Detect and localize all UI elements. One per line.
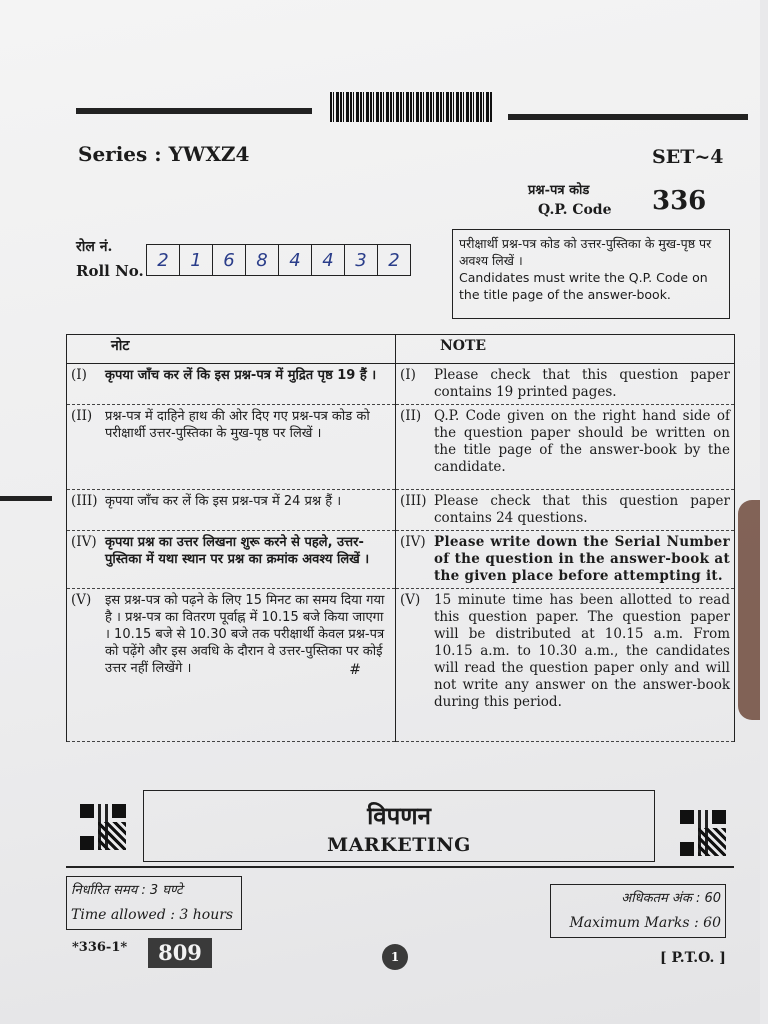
qp-code-value: 336	[652, 186, 707, 216]
note-number: (V)	[71, 592, 92, 608]
note-number: (I)	[400, 367, 416, 383]
note-row	[67, 405, 735, 490]
top-rule-right	[508, 114, 748, 120]
note-row	[67, 589, 735, 742]
note-english: Please write down the Serial Number of the question in the answer-book at the given place before attempting it.	[434, 534, 730, 584]
candidate-instruction-box	[452, 229, 730, 319]
subject-english: MARKETING	[327, 834, 471, 856]
note-english: Q.P. Code given on the right hand side of the question paper should be written on the title page of the answer-book by the candidate.	[434, 408, 730, 475]
set-label: SET~4	[652, 146, 724, 168]
qr-code-right	[680, 810, 726, 856]
subject-rule	[66, 866, 734, 868]
time-allowed-english: Time allowed : 3 hours	[71, 907, 234, 923]
maximum-marks-english: Maximum Marks : 60	[569, 915, 721, 931]
roll-digit: 2	[147, 245, 180, 275]
note-number: (IV)	[71, 534, 97, 550]
note-number: (II)	[400, 408, 422, 424]
note-row	[67, 364, 735, 405]
roll-digit: 6	[213, 245, 246, 275]
note-number: (III)	[400, 493, 427, 509]
roll-label-hindi: रोल नं.	[76, 239, 113, 255]
series-label: Series : YWXZ4	[78, 142, 250, 166]
roll-digit: 8	[246, 245, 279, 275]
pto-label: [ P.T.O. ]	[660, 950, 726, 966]
time-allowed-box	[66, 876, 242, 930]
qp-code-label: Q.P. Code	[538, 202, 612, 218]
note-hindi-text: इस प्रश्न-पत्र को पढ़ने के लिए 15 मिनट का समय दिया गया है । प्रश्न-पत्र का वितरण पूर्वाह्न में 10.15 बजे किया जाएगा । 10.15 बजे से 10.30 बजे तक परीक्षार्थी केवल प्रश्न-पत्र को पढ़ेंगे और इस अवधि के दौरान वे उत्तर-पुस्तिका पर कोई उत्तर नहीं लिखेंगे ।	[105, 593, 385, 676]
note-english: Please check that this question paper contains 19 printed pages.	[434, 367, 730, 400]
subject-box	[143, 790, 655, 862]
finger-shadow	[738, 500, 760, 720]
page-number: 1	[382, 944, 408, 970]
roll-digit: 4	[312, 245, 345, 275]
note-number: (I)	[71, 367, 87, 383]
notes-head-hindi: नोट	[67, 335, 396, 364]
note-number: (IV)	[400, 534, 426, 550]
notes-head-english: NOTE	[396, 335, 735, 364]
note-hindi: प्रश्न-पत्र में दाहिने हाथ की ओर दिए गए प्रश्न-पत्र कोड को परीक्षार्थी उत्तर-पुस्तिका के मुख-पृष्ठ पर लिखें ।	[105, 409, 370, 441]
note-number: (V)	[400, 592, 421, 608]
roll-label: Roll No.	[76, 262, 144, 280]
candidate-instruction-english: Candidates must write the Q.P. Code on the title page of the answer-book.	[459, 270, 708, 302]
roll-digit: 3	[345, 245, 378, 275]
note-english: 15 minute time has been allotted to read this question paper. The question paper will be distributed at 10.15 a.m. From 10.15 a.m. to 10.30 a.m., the candidates will read the question paper only and will not write any answer on the answer-book during this period.	[434, 592, 730, 710]
maximum-marks-box	[550, 884, 726, 938]
top-rule-left	[76, 108, 312, 114]
note-number: (III)	[71, 493, 98, 509]
hash-mark: #	[349, 662, 361, 678]
time-allowed-hindi: निर्धारित समय : 3 घण्टे	[71, 883, 183, 898]
note-row	[67, 490, 735, 531]
margin-rule	[0, 496, 52, 501]
notes-table	[66, 334, 735, 742]
roll-digit: 1	[180, 245, 213, 275]
qr-code-left	[80, 804, 126, 850]
qp-code-label-hindi: प्रश्न-पत्र कोड	[528, 183, 590, 198]
note-row	[67, 531, 735, 589]
roll-digit: 2	[388, 249, 400, 271]
note-hindi: कृपया प्रश्न का उत्तर लिखना शुरू करने से पहले, उत्तर-पुस्तिका में यथा स्थान पर प्रश्न का क्रमांक अवश्य लिखें ।	[105, 535, 370, 567]
note-hindi: कृपया जाँच कर लें कि इस प्रश्न-पत्र में 24 प्रश्न हैं ।	[105, 494, 342, 509]
note-hindi	[105, 592, 391, 679]
paper-code: *336-1*	[72, 940, 128, 955]
paper-number-badge: 809	[148, 938, 212, 968]
maximum-marks-hindi: अधिकतम अंक : 60	[621, 891, 721, 906]
candidate-instruction-hindi: परीक्षार्थी प्रश्न-पत्र कोड को उत्तर-पुस्तिका के मुख-पृष्ठ पर अवश्य लिखें ।	[459, 236, 712, 268]
note-english: Please check that this question paper contains 24 questions.	[434, 493, 730, 526]
subject-hindi: विपणन	[367, 802, 431, 830]
roll-digit: 4	[279, 245, 312, 275]
note-number: (II)	[71, 408, 93, 424]
roll-number-boxes	[146, 244, 411, 276]
barcode	[330, 92, 492, 122]
note-hindi: कृपया जाँच कर लें कि इस प्रश्न-पत्र में मुद्रित पृष्ठ 19 हैं ।	[105, 368, 377, 383]
